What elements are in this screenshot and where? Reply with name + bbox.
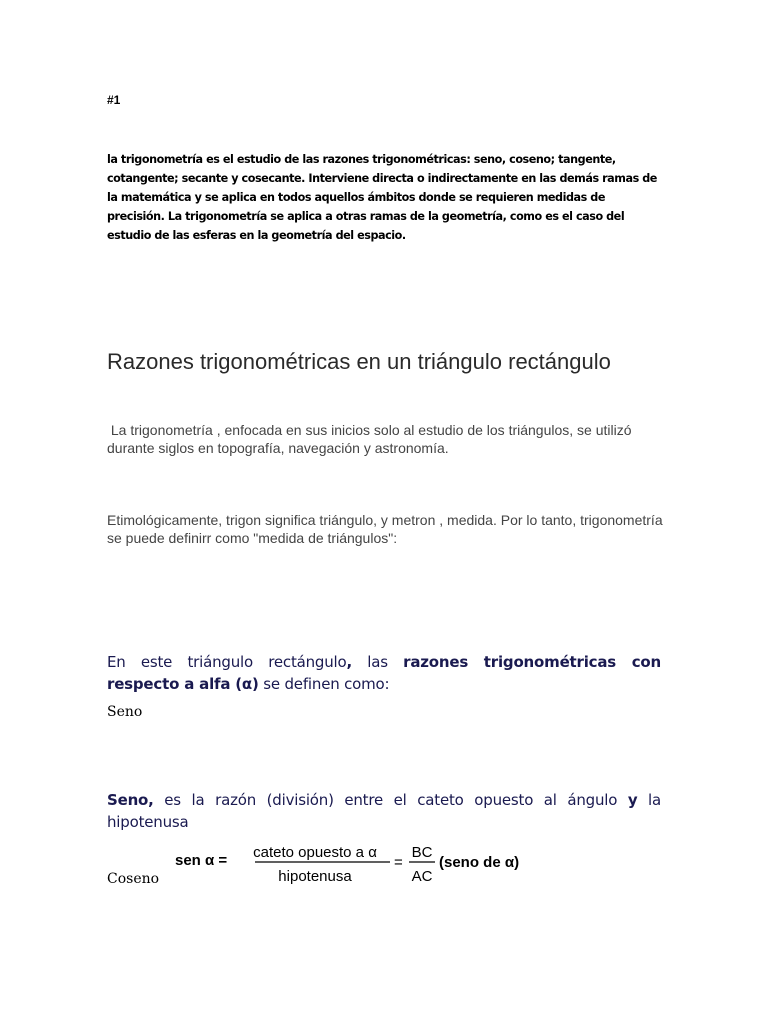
seno-definition-y: y	[627, 791, 638, 809]
seno-label: Seno	[107, 704, 143, 720]
definition-intro-text-3: se definen como:	[258, 675, 390, 693]
paragraph-etymology: Etimológicamente, trigon significa triángulo, y metron , medida. Por lo tanto, trigonometría se puede definirr como "medida de triángulos":	[107, 512, 663, 546]
formula-numerator-2: BC	[411, 844, 433, 861]
paragraph-history	[107, 421, 667, 457]
definition-intro-bold: razones trigonométricas con respecto a alfa (α)	[107, 653, 661, 693]
seno-definition-text-2: la hipotenusa	[107, 791, 661, 831]
definition-intro-text-1: En este triángulo rectángulo	[107, 653, 347, 671]
section-number: #1	[107, 93, 121, 107]
formula-lhs: sen α =	[175, 852, 228, 869]
formula-note: (seno de α)	[439, 854, 520, 871]
seno-definition	[107, 789, 661, 833]
paragraph-history-text: La trigonometría , enfocada en sus inicios solo al estudio de los triángulos, se utilizó durante siglos en topografía, navegación y astronomía.	[107, 422, 632, 456]
formula-denominator-2: AC	[411, 868, 433, 885]
coseno-label: Coseno	[107, 871, 160, 887]
formula-equals: =	[394, 854, 403, 871]
definition-intro-text-2: las	[352, 653, 404, 671]
definition-intro	[107, 651, 661, 695]
seno-definition-text-1: es la razón (división) entre el cateto opuesto al ángulo	[153, 791, 628, 809]
formula-denominator-1: hipotenusa	[278, 868, 352, 885]
seno-comma: ,	[148, 791, 154, 809]
seno-term: Seno	[107, 791, 149, 809]
definition-intro-comma: ,	[346, 653, 353, 671]
section-heading: Razones trigonométricas en un triángulo rectángulo	[107, 349, 611, 374]
formula-numerator-1: cateto opuesto a α	[253, 844, 377, 861]
seno-formula	[175, 838, 555, 888]
intro-paragraph: la trigonometría es el estudio de las razones trigonométricas: seno, coseno; tangente, cotangente; secante y cosecante. Interviene directa o indirectamente en las demás ramas de la matemática y se aplica en todos aquellos ámbitos donde se requieren medidas de precisión. La trigonometría se aplica a otras ramas de la geometría, como es el caso del estudio de las esferas en la geometría del espacio.	[107, 153, 657, 242]
